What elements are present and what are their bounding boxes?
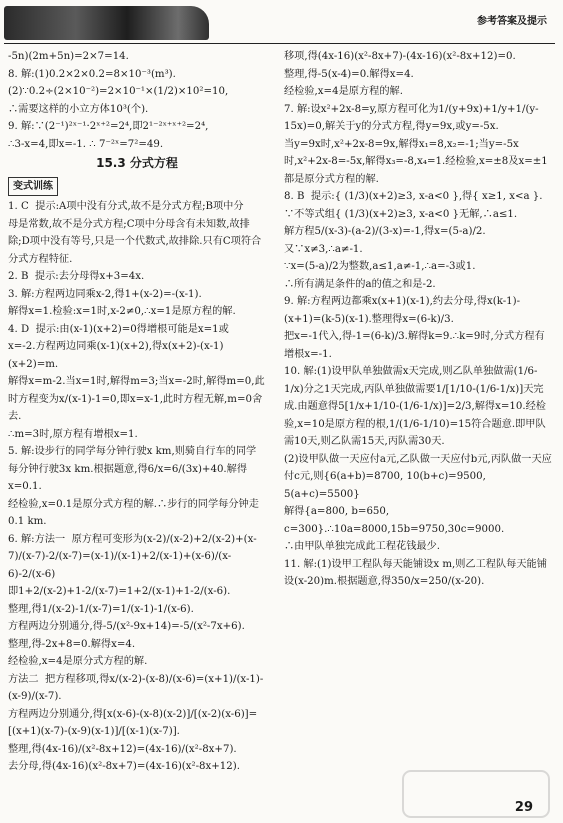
text-line: 5. 解:设步行的同学每分钟行驶x km,则骑自行车的同学每分钟行驶3x km.根据题意,得6/x=6/(3x)+40.解得x=0.1.	[8, 446, 257, 492]
text-line: 整理,得(4x-16)/(x²-8x+12)=(4x-16)/(x²-8x+7).	[8, 743, 237, 755]
text-line: 把x=-1代入,得-1=(6-k)/3.解得k=9.∴k=9时,分式方程有增根x=-1.	[284, 331, 545, 360]
text-line: -5n)(2m+5n)=2×7=14.	[8, 51, 129, 62]
left-block-2	[8, 198, 266, 776]
text-line: (2)设甲队做一天应付a元,乙队做一天应付b元,丙队做一天应付c元,则{6(a+b)=8700, 10(b+c)=9500, 5(a+c)=5500}	[284, 453, 552, 500]
text-line: 方程两边分别通分,得[x(x-6)-(x-8)(x-2)]/[(x-2)(x-6)]=[(x+1)(x-7)-(x-9)(x-1)]/[(x-1)(x-7)].	[8, 708, 258, 737]
left-block-1	[8, 48, 266, 153]
text-line: 经检验,x=4是原方程的解.	[284, 86, 403, 97]
text-line: 10. 解:(1)设甲队单独做需x天完成,则乙队单独做需(1/6-1/x)分之1天完成,丙队单独做需要1/[1/10-(1/6-1/x)]天完成.由题意得5[1/x+1/10-(1/6-1/x)]=2/3,解得x=10.经检验,x=10是原方程的根,1/(1/6-1/10)=15符合题意.即甲队需10天,则乙队需15天,丙队需30天.	[284, 366, 546, 447]
text-line: 6. 解:方法一 原方程可变形为(x-2)/(x-2)+2/(x-2)+(x-7)/(x-7)-2/(x-7)=(x-1)/(x-1)+2/(x-1)+(x-6)/(x-6)-2/(x-6)	[8, 533, 257, 580]
text-line: 方法二 把方程移项,得x/(x-2)-(x-8)/(x-6)=(x+1)/(x-1)-(x-9)/(x-7).	[8, 673, 264, 702]
text-line: 7. 解:设x²+2x-8=y,原方程可化为1/(y+9x)+1/y+1/(y-15x)=0,解关于y的分式方程,得y=9x,或y=-5x.	[284, 103, 539, 132]
text-line: (2)∵0.2÷(2×10⁻²)=2×10⁻¹×(1/2)×10²=10,	[8, 86, 229, 97]
text-line: 8. B 提示:{ (1/3)(x+2)≥3, x-a<0 },得{ x≥1, x<a }.	[284, 191, 543, 202]
text-line: 即1+2/(x-2)+1-2/(x-7)=1+2/(x-1)+1-2/(x-6).	[8, 586, 231, 597]
text-line: 又∵x≠3,∴a≠-1.	[284, 243, 363, 255]
text-line: 当y=9x时,x²+2x-8=9x,解得x₁=8,x₂=-1;当y=-5x时,x²+2x-8=-5x,解得x₃=-8,x₄=1.经检验,x=±8及x=±1都是原分式方程的解.	[284, 138, 548, 185]
page-header	[0, 0, 563, 44]
text-line: 1. C 提示:A项中没有分式,故不是分式方程;B项中分	[8, 201, 244, 212]
text-line: 3. 解:方程两边同乘x-2,得1+(x-2)=-(x-1).	[8, 288, 202, 300]
text-line: 11. 解:(1)设甲工程队每天能铺设x m,则乙工程队每天能铺设(x-20)m.根据题意,得350/x=250/(x-20).	[284, 558, 547, 587]
text-line: 移项,得(4x-16)(x²-8x+7)-(4x-16)(x²-8x+12)=0.	[284, 51, 516, 62]
left-column	[8, 48, 266, 776]
text-line: ∴3-x=4,即x=-1. ∴ 7⁻²ˣ=7²=49.	[8, 138, 164, 150]
page-number: 29	[514, 800, 533, 815]
text-line: 解得{a=800, b=650, c=300}.∴10a=8000,15b=9750,30c=9000.	[284, 506, 505, 535]
text-line: 整理,得-2x+8=0.解得x=4.	[8, 638, 136, 650]
text-line: 整理,得1/(x-2)-1/(x-7)=1/(x-1)-1/(x-6).	[8, 603, 194, 615]
text-line: x=-2.方程两边同乘(x-1)(x+2),得x(x+2)-(x-1)(x+2)=m.	[8, 341, 224, 370]
text-line: 整理,得-5(x-4)=0.解得x=4.	[284, 68, 414, 80]
text-line: 母是常数,故不是分式方程;C项中分母含有未知数,故排除;D项中没有等号,只是一个代数式,故排除.只有C项符合分式方程特征.	[8, 218, 262, 265]
text-line: 解方程5/(x-3)-(a-2)/(3-x)=-1,得x=(5-a)/2.	[284, 226, 486, 237]
right-block	[284, 48, 554, 591]
text-line: 去分母,得(4x-16)(x²-8x+7)=(4x-16)(x²-8x+12).	[8, 761, 240, 772]
header-title: 参考答案及提示	[477, 16, 547, 27]
text-line: ∵x=(5-a)/2为整数,a≤1,a≠-1,∴a=-3或1.	[284, 261, 476, 272]
text-line: ∵不等式组{ (1/3)(x+2)≥3, x-a<0 }无解,∴a≤1.	[284, 208, 518, 220]
text-line: 4. D 提示:由(x-1)(x+2)=0得增根可能是x=1或	[8, 323, 229, 335]
right-column	[284, 48, 554, 591]
text-line: ∴需要这样的小立方体10³(个).	[8, 103, 149, 115]
text-line: ∴所有满足条件的a的值之和是-2.	[284, 278, 436, 290]
header-banner-image	[4, 6, 209, 40]
header-rule	[4, 43, 555, 44]
text-line: 解得x=1.检验:x=1时,x-2≠0,∴x=1是原方程的解.	[8, 306, 236, 317]
section-title: 15.3 分式方程	[96, 156, 178, 170]
text-line: ∴m=3时,原方程有增根x=1.	[8, 428, 138, 440]
text-line: 9. 解:方程两边都乘x(x+1)(x-1),约去分母,得x(k-1)-(x+1)=(k-5)(x-1).整理得x=(6-k)/3.	[284, 296, 521, 325]
text-line: 经检验,x=4是原分式方程的解.	[8, 656, 148, 667]
text-line: 解得x=m-2.当x=1时,解得m=3;当x=-2时,解得m=0,此时方程变为x/(x-1)-1=0,即x=x-1,此时方程无解,m=0舍去.	[8, 376, 265, 422]
text-line: ∴由甲队单独完成此工程花钱最少.	[284, 541, 441, 552]
text-line: 9. 解:∵(2⁻¹)²ˣ⁻¹·2ˣ⁺²=2⁴,即2¹⁻²ˣ⁺ˣ⁺²=2⁴,	[8, 121, 209, 132]
text-line: 2. B 提示:去分母得x+3=4x.	[8, 271, 145, 282]
text-line: 方程两边分别通分,得-5/(x²-9x+14)=-5/(x²-7x+6).	[8, 621, 245, 632]
text-line: 经检验,x=0.1是原分式方程的解.∴步行的同学每分钟走0.1 km.	[8, 498, 259, 527]
exercise-label: 变式训练	[8, 177, 58, 197]
text-line: 8. 解:(1)0.2×2×0.2=8×10⁻³(m³).	[8, 68, 176, 80]
